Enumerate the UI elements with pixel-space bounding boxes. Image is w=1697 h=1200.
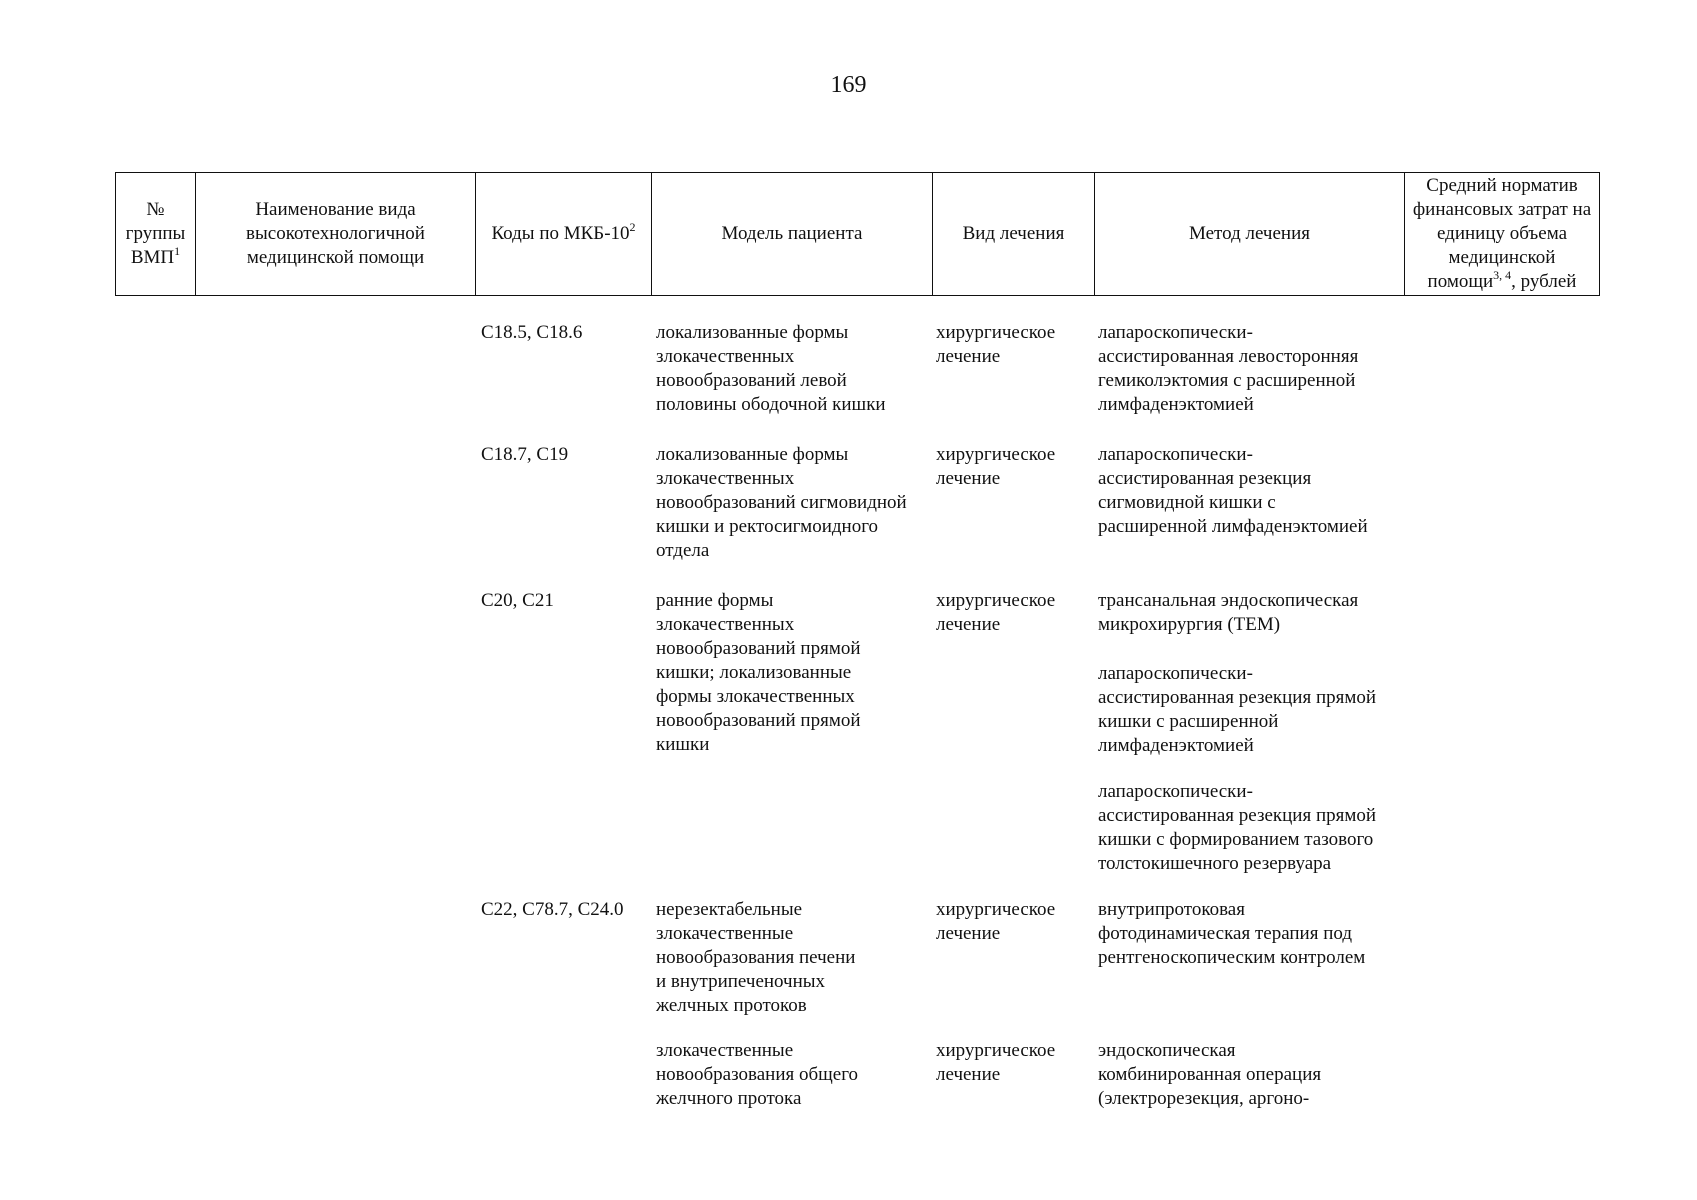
row-5-patient-model: злокачественные новообразования общего желчного протока <box>656 1040 859 1109</box>
header-treatment-method <box>1095 173 1405 296</box>
header-patient-model-text: Модель пациента <box>721 223 863 244</box>
table-header <box>115 172 1600 296</box>
header-treatment-method-text: Метод лечения <box>1188 223 1310 244</box>
header-icd10-codes <box>476 173 652 296</box>
header-treatment-kind <box>933 173 1095 296</box>
row-1-patient-model: локализованные формы злокачественных новообразований левой половины ободочной кишки <box>656 322 886 415</box>
row-5-treatment-kind: хирургическое лечение <box>936 1040 1056 1085</box>
row-5-method-1: эндоскопическая комбинированная операция (электрорезекция, аргоно- <box>1098 1040 1322 1109</box>
header-group-number <box>116 173 196 296</box>
header-care-type-name <box>196 173 476 296</box>
row-2-treatment-kind: хирургическое лечение <box>936 444 1056 489</box>
row-1-method-1: лапароскопически- ассистированная левосторонняя гемиколэктомия с расширенной лимфаденэктомией <box>1098 322 1359 415</box>
row-3-method-3: лапароскопически- ассистированная резекция прямой кишки с формированием тазового толстокишечного резервуара <box>1098 781 1377 874</box>
row-3-codes: C20, C21 <box>481 590 554 611</box>
header-patient-model <box>652 173 933 296</box>
row-4-treatment-kind: хирургическое лечение <box>936 899 1056 944</box>
header-avg-cost-norm <box>1405 173 1600 296</box>
row-4-codes: C22, C78.7, C24.0 <box>481 899 624 920</box>
row-3-patient-model: ранние формы злокачественных новообразований прямой кишки; локализованные формы злокачественных новообразований прямой кишки <box>656 590 861 755</box>
header-care-type-name-text: Наименование вида высокотехнологичной медицинской помощи <box>246 199 425 268</box>
header-treatment-kind-text: Вид лечения <box>962 223 1065 244</box>
row-1-codes: C18.5, C18.6 <box>481 322 583 343</box>
footnote-ref-3-4: 3, 4 <box>1493 268 1512 282</box>
footnote-ref-2: 2 <box>629 220 636 234</box>
page-number: 169 <box>830 72 867 98</box>
row-2-method-1: лапароскопически- ассистированная резекция сигмовидной кишки с расширенной лимфаденэктомией <box>1098 444 1368 537</box>
row-2-codes: C18.7, C19 <box>481 444 569 465</box>
header-group-number-text: № группы ВМП <box>125 199 186 268</box>
row-3-method-2: лапароскопически- ассистированная резекция прямой кишки с расширенной лимфаденэктомией <box>1098 663 1377 756</box>
row-3-method-1: трансанальная эндоскопическая микрохирургия (ТЕМ) <box>1098 590 1359 635</box>
row-4-patient-model: нерезектабельные злокачественные новообразования печени и внутрипеченочных желчных протоков <box>656 899 856 1016</box>
row-1-treatment-kind: хирургическое лечение <box>936 322 1056 367</box>
header-icd10-codes-text: Коды по МКБ-10 <box>491 223 630 244</box>
row-4-method-1: внутрипротоковая фотодинамическая терапия под рентгеноскопическим контролем <box>1098 899 1366 968</box>
footnote-ref-1: 1 <box>174 244 181 258</box>
header-avg-cost-norm-unit: , рублей <box>1511 271 1577 292</box>
header-avg-cost-norm-text: Средний норматив финансовых затрат на единицу объема медицинской помощи <box>1412 175 1592 292</box>
row-3-treatment-kind: хирургическое лечение <box>936 590 1056 635</box>
row-2-patient-model: локализованные формы злокачественных новообразований сигмовидной кишки и ректосигмоидного отдела <box>656 444 907 561</box>
